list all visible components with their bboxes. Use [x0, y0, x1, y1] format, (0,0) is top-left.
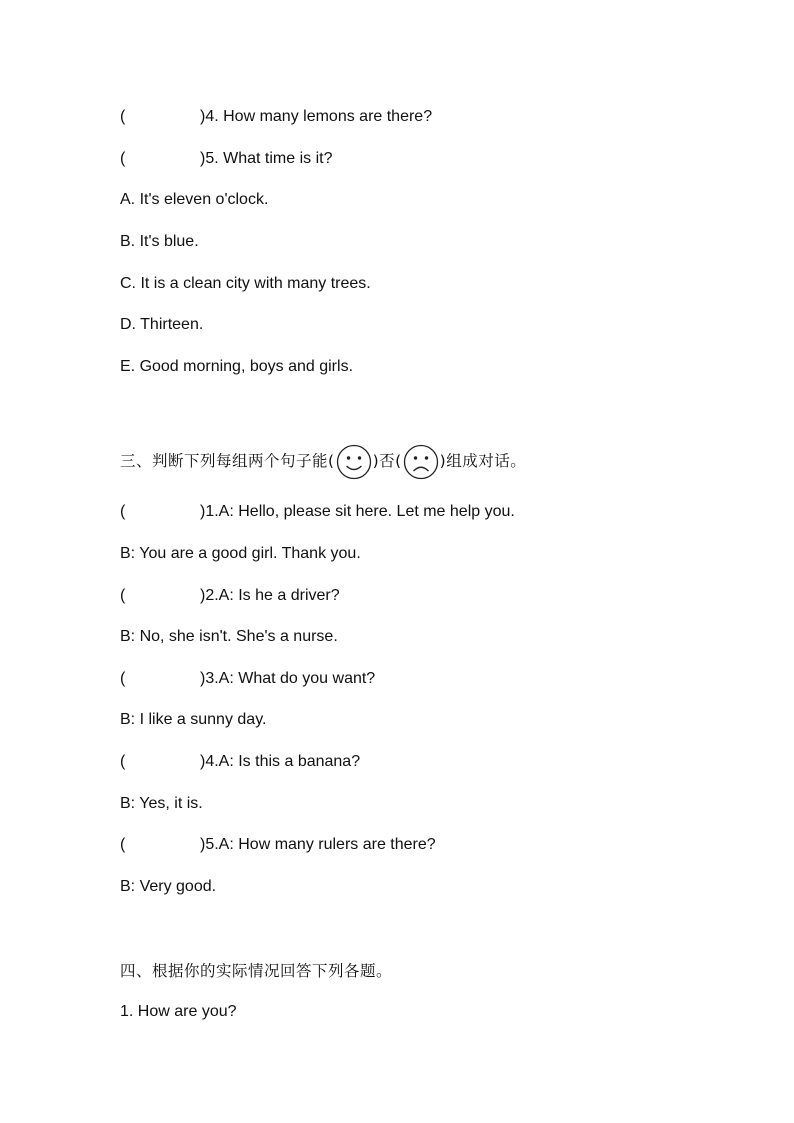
dialogue-item	[120, 668, 375, 690]
option-a: A. It's eleven o'clock.	[120, 191, 269, 208]
dialogue-line-b: B: Yes, it is.	[120, 795, 203, 812]
option-e: E. Good morning, boys and girls.	[120, 358, 354, 375]
dialogue-line-b: B: Very good.	[120, 878, 217, 895]
option-d: D. Thirteen.	[120, 316, 204, 333]
dialogue-line-a: )5.A: How many rulers are there?	[200, 836, 436, 853]
dialogue-item	[120, 751, 360, 773]
question-text: )4. How many lemons are there?	[200, 108, 433, 125]
option-c: C. It is a clean city with many trees.	[120, 275, 371, 292]
dialogue-item	[120, 834, 436, 856]
answer-blank[interactable]: (	[120, 150, 126, 167]
dialogue-line-b: B: No, she isn't. She's a nurse.	[120, 628, 338, 645]
answer-blank[interactable]: (	[120, 670, 126, 687]
question-item	[120, 106, 432, 128]
dialogue-line-a: )3.A: What do you want?	[200, 670, 376, 687]
dialogue-line-a: )4.A: Is this a banana?	[200, 753, 361, 770]
dialogue-item	[120, 585, 340, 607]
heading-text-before: 三、判断下列每组两个句子能(	[120, 452, 335, 470]
answer-blank[interactable]: (	[120, 836, 126, 853]
answer-blank[interactable]: (	[120, 108, 126, 125]
dialogue-line-b: B: I like a sunny day.	[120, 711, 267, 728]
dialogue-line-b: B: You are a good girl. Thank you.	[120, 545, 361, 562]
dialogue-line-a: )2.A: Is he a driver?	[200, 587, 340, 604]
answer-blank[interactable]: (	[120, 753, 126, 770]
dialogue-item	[120, 501, 515, 523]
section-four-heading: 四、根据你的实际情况回答下列各题。	[120, 962, 393, 980]
answer-blank[interactable]: (	[120, 587, 126, 604]
section-three-heading	[120, 450, 526, 472]
heading-text-after: )组成对话。	[439, 452, 527, 470]
dialogue-line-a: )1.A: Hello, please sit here. Let me help you.	[200, 503, 515, 520]
smiley-face-icon	[336, 444, 372, 480]
sad-face-icon	[403, 444, 439, 480]
answer-blank[interactable]: (	[120, 503, 126, 520]
open-question: 1. How are you?	[120, 1003, 237, 1020]
question-text: )5. What time is it?	[200, 150, 333, 167]
heading-text-middle: )否(	[372, 452, 402, 470]
question-item	[120, 148, 332, 170]
option-b: B. It's blue.	[120, 233, 199, 250]
